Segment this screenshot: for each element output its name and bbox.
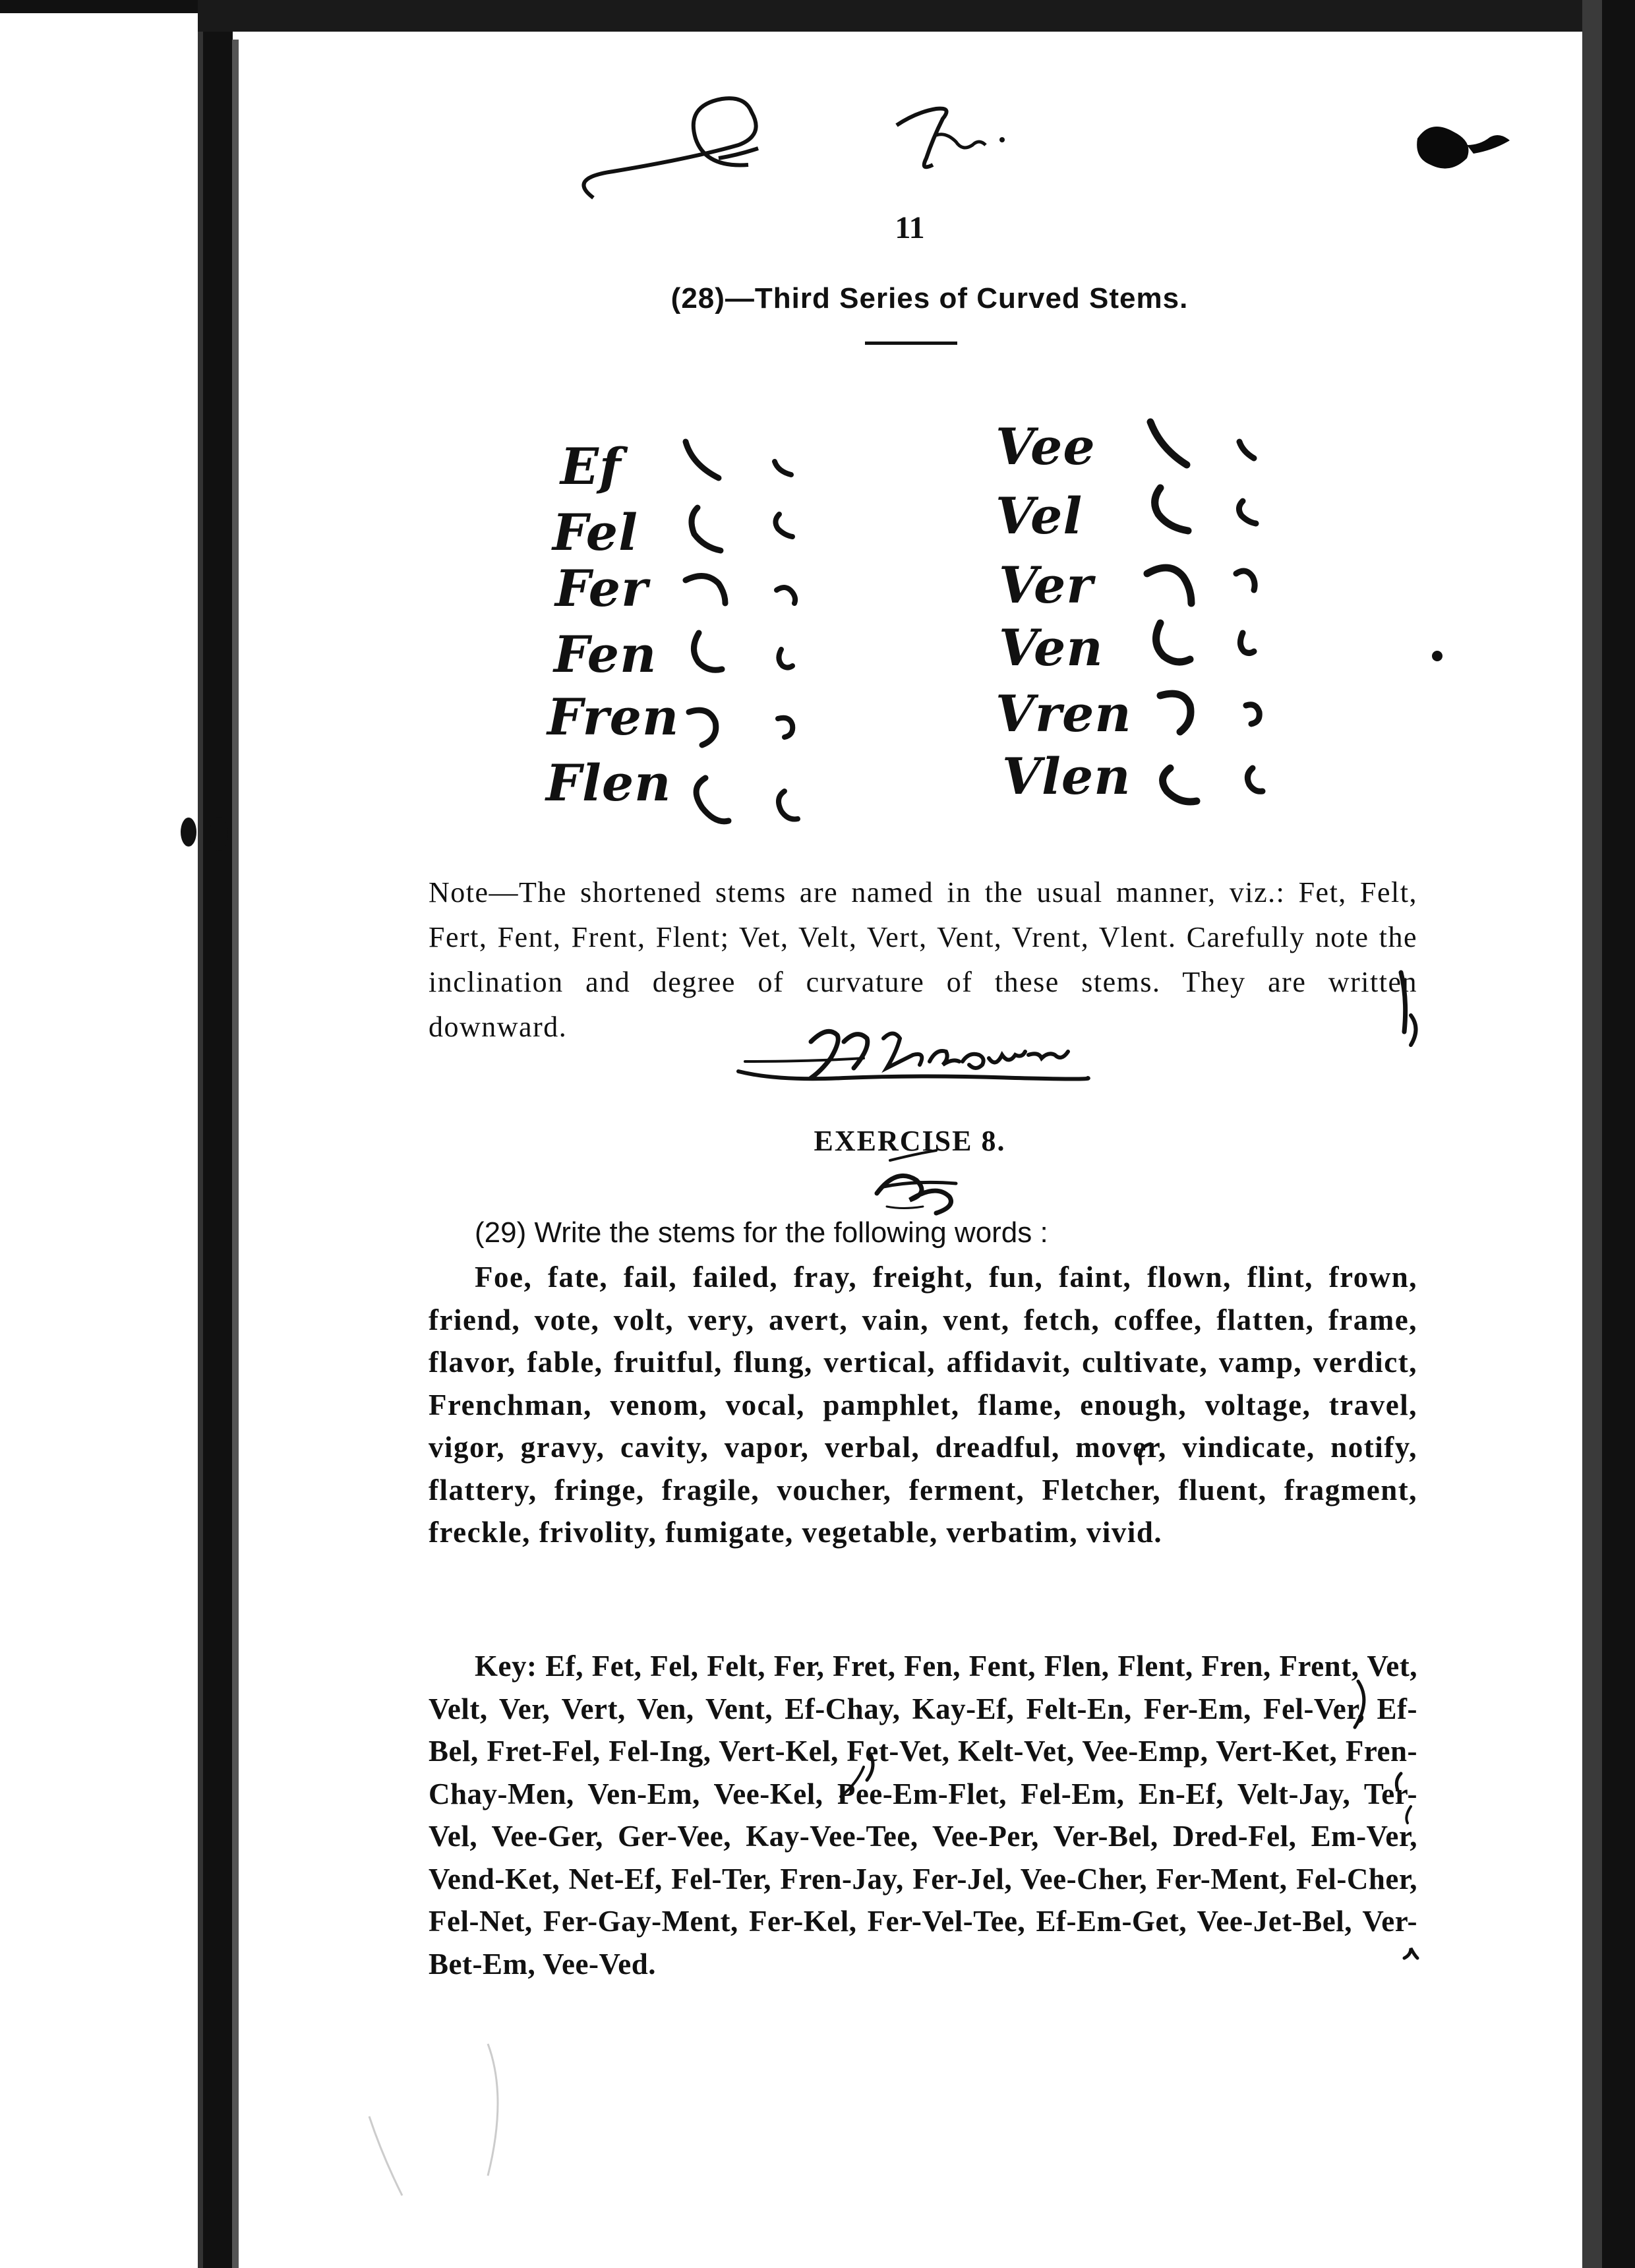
stem-glyph-vee-short <box>1239 442 1254 458</box>
key-text: Ef, Fet, Fel, Felt, Fer, Fret, Fen, Fent, Flen, Flent, Fren, Frent, Vet, Velt, Ver, Vert, Ven, Vent, Ef-Chay, Kay-Ef, Felt-En, Fer-Em, Fel-Ver, Ef-Bel, Fret-Fel, Fel-Ing, Vert-Kel, Fet-Vet, Kelt-Vet, Vee-Emp, Vert-Ket, Fren-Chay-Men, Ven-Em, Vee-Kel, Pee-Em-Flet, Fel-Em, En-Ef, Velt-Jay, Ter-Vel, Vee-Ger, Ger-Vee, Kay-Vee-Tee, Vee-Per, Ver-Bel, Dred-Fel, Em-Ver, Vend-Ket, Net-Ef, Fel-Ter, Fren-Jay, Fer-Jel, Vee-Cher, Fer-Ment, Fel-Cher, Fel-Net, Fer-Gay-Ment, Fer-Kel, Fer-Vel-Tee, Ef-Em-Get, Vee-Jet-Bel, Ver-Bet-Em, Vee-Ved. <box>429 1650 1417 1981</box>
stem-glyph-fren-short <box>778 718 792 737</box>
stem-name-right-3: Ver <box>999 556 1094 614</box>
stem-name-right-6: Vlen <box>1002 747 1131 806</box>
stem-glyph-fer-short <box>777 587 795 603</box>
stem-name-right-5: Vren <box>996 684 1132 743</box>
stem-glyph-fel-full <box>692 508 721 551</box>
stem-glyph-fen-full <box>694 633 723 670</box>
exercise-word-list: Foe, fate, fail, failed, fray, freight, fun, faint, flown, flint, frown, friend, vote, volt, very, avert, vain, vent, fetch, coffee, flatten, frame, flavor, fable, fruitful, flung, vertical, affidavit, cultivate, vamp, verdict, Frenchman, venom, vocal, pamphlet, flame, enough, voltage, travel, vigor, gravy, cavity, vapor, verbal, dreadful, mover, vindicate, notify, flattery, fringe, fragile, voucher, ferment, Fletcher, fluent, fragment, freckle, frivolity, fumigate, vegetable, verbatim, vivid. <box>429 1261 1417 1549</box>
stem-glyph-flen-full <box>696 778 728 821</box>
exercise-key <box>429 1645 1417 1985</box>
stem-glyph-fren-full <box>689 710 716 745</box>
stem-glyph-ver-short <box>1236 571 1255 590</box>
stem-glyph-vee-full <box>1150 422 1187 465</box>
section-title: (28)—Third Series of Curved Stems. <box>670 282 1189 314</box>
exercise-heading: EXERCISE 8. <box>814 1125 1006 1157</box>
stem-glyph-vel-full <box>1155 488 1188 531</box>
stem-glyph-vren-short <box>1246 705 1259 724</box>
stem-name-left-5: Fren <box>547 688 680 746</box>
stem-glyph-vlen-short <box>1247 768 1263 791</box>
stem-name-right-4: Ven <box>999 618 1104 677</box>
stem-glyph-vren-full <box>1160 694 1191 732</box>
stem-glyph-flen-short <box>779 791 798 820</box>
stem-name-left-1: Ef <box>560 437 622 496</box>
note-paragraph: Note—The shortened stems are named in the usual manner, viz.: Fet, Felt, Fert, Fent, Frent, Flent; Vet, Velt, Vert, Vent, Vrent, Vlent. Carefully note the inclination and degree of curvature of these stems. They are written downward. <box>429 876 1417 1043</box>
stem-glyph-fel-short <box>775 514 792 537</box>
stem-glyph-vlen-full <box>1163 768 1197 802</box>
stem-glyph-ven-short <box>1240 633 1254 653</box>
key-label: Key: <box>475 1650 537 1683</box>
stem-name-left-3: Fer <box>555 559 649 618</box>
stem-name-right-2: Vel <box>996 487 1083 545</box>
stem-glyph-fen-short <box>779 649 792 668</box>
stem-name-left-2: Fel <box>552 503 639 562</box>
stem-name-right-1: Vee <box>996 417 1096 476</box>
stem-glyph-ver-full <box>1147 568 1191 603</box>
stem-glyph-ven-full <box>1156 623 1190 662</box>
stem-glyph-fer-full <box>686 576 725 603</box>
stem-name-left-4: Fen <box>554 625 657 684</box>
stem-glyph-ef-full <box>686 442 719 478</box>
stem-name-left-6: Flen <box>546 754 672 812</box>
page-number: 11 <box>895 210 925 245</box>
stem-glyph-vel-short <box>1239 501 1256 523</box>
stem-glyph-ef-short <box>775 462 791 475</box>
exercise-instruction: (29) Write the stems for the following words : <box>475 1216 1048 1249</box>
